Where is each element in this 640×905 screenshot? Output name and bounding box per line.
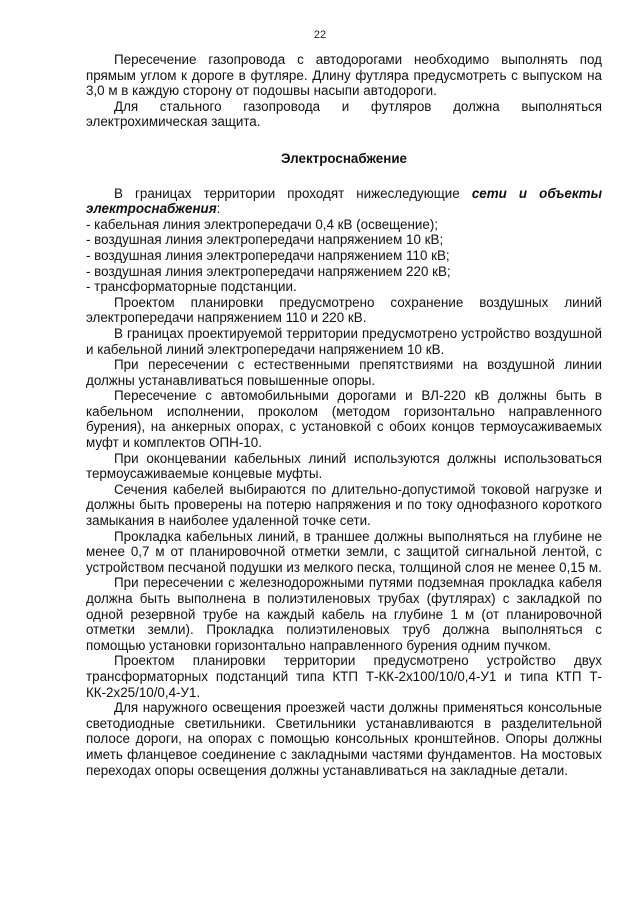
intro-text: В границах территории проходят нижеследующие — [114, 185, 472, 201]
paragraph-gas-crossing: Пересечение газопровода с автодорогами необходимо выполнять под прямым углом к дороге в футляре. Длину футляра предусмотреть с выпуском на 3,0 м в каждую сторону от подошвы насыпи автодороги. — [86, 52, 602, 99]
list-item: - воздушная линия электропередачи напряжением 220 кВ; — [86, 263, 451, 279]
paragraph-terminations: При оконцевании кабельных линий используются должны использоваться термоусаживаемые концевые муфты. — [86, 450, 602, 482]
page-body — [86, 52, 602, 778]
paragraph-substations: Проектом планировки территории предусмотрено устройство двух трансформаторных подстанций типа КТП Т-КК-2х100/10/0,4-У1 и типа КТП Т-КК-2х25/10/0,4-У1. — [86, 653, 602, 700]
intro-colon: : — [216, 201, 221, 217]
section-heading: Электроснабжение — [280, 150, 408, 166]
paragraph-street-lighting: Для наружного освещения проезжей части должны применяться консольные светодиодные светильники. Светильники устанавливаются в разделительной полосе дороги, на опорах с помощью консольных кронштейнов. Опоры должны иметь фланцевое соединение с закладными частями фундаментов. На мостовых переходах опоры освещения должны устанавливаться на закладные детали. — [86, 700, 602, 778]
paragraph-road-crossings: Пересечение с автомобильными дорогами и ВЛ-220 кВ должны быть в кабельном исполнении, проколом (методом горизонтально направленного бурения), на анкерных опорах, с установкой с обоих концов термоусаживаемых муфт и комплектов ОПН-10. — [86, 388, 602, 451]
list-item: - трансформаторные подстанции. — [86, 279, 297, 295]
list-item: - воздушная линия электропередачи напряжением 110 кВ; — [86, 247, 450, 263]
paragraph-new-lines: В границах проектируемой территории предусмотрено устройство воздушной и кабельной линий электропередачи напряжением 10 кВ. — [86, 325, 602, 357]
paragraph-railway-crossing: При пересечении с железнодорожными путями подземная прокладка кабеля должна быть выполнена в полиэтиленовых трубах (футлярах) с закладкой по одной резервной трубе на каждый кабель на глубине 1 м (от планировочной отметки земли). Прокладка полиэтиленовых труб должна выполняться с помощью установки горизонтально направленного бурения одним пучком. — [86, 575, 602, 653]
paragraph-electrochemical-protection: Для стального газопровода и футляров должна выполняться электрохимическая защита. — [86, 98, 602, 130]
list-item: - кабельная линия электропередачи 0,4 кВ (освещение); — [86, 216, 438, 232]
paragraph-trench-laying: Прокладка кабельных линий, в траншее должны выполняться на глубине не менее 0,7 м от планировочной отметки земли, с защитой сигнальной лентой, с устройством песчаной подушки из мелкого песка, толщиной слоя не менее 0,15 м. — [86, 528, 602, 575]
paragraph-raised-supports: При пересечении с естественными препятствиями на воздушной линии должны устанавливаться повышенные опоры. — [86, 357, 602, 388]
intro-emphasis: сети и объекты электроснабжения — [86, 185, 603, 217]
list-item: - воздушная линия электропередачи напряжением 10 кВ; — [86, 232, 444, 248]
page-number: 22 — [313, 29, 327, 41]
paragraph-preservation: Проектом планировки предусмотрено сохранение воздушных линий электропередачи напряжением 110 и 220 кВ. — [86, 294, 602, 326]
paragraph-cable-sections: Сечения кабелей выбираются по длительно-допустимой токовой нагрузке и должны быть проверены на потерю напряжения и по току однофазного короткого замыкания в наиболее удаленной точке сети. — [86, 481, 602, 529]
paragraph-networks-intro — [86, 186, 602, 217]
